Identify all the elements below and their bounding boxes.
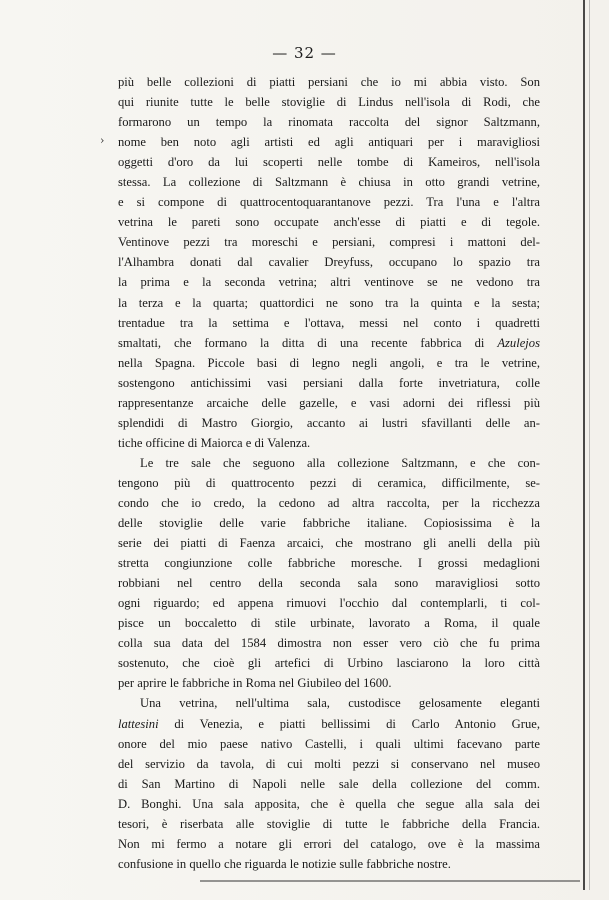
text-line: condo che io credo, la cedono ad altra raccolta, per la ricchezza [118, 495, 540, 510]
text-line: stessa. La collezione di Saltzmann è chiusa in otto grandi vetrine, [118, 175, 540, 190]
text-line: ogni riguardo; ed appena rimuovi l'occhio dal contemplarli, ti col- [118, 596, 540, 611]
text-line: smaltati, che formano la ditta di una recente fabbrica di Azulejos [118, 335, 540, 350]
text-line: vetrina le pareti sono occupate anch'esse di piatti e di tegole. [118, 215, 540, 230]
text-line: colla sua data del 1584 dimostra non esser vero ciò che fu prima [118, 636, 540, 651]
text-line: per aprire le fabbriche in Roma nel Giubileo del 1600. [118, 676, 392, 691]
text-line: tengono più di quattrocento pezzi di ceramica, difficilmente, se- [118, 475, 540, 490]
bottom-scan-mark [200, 880, 580, 882]
text-line: robbiani nel centro della seconda sala sono maravigliosi sotto [118, 576, 540, 591]
text-line: l'Alhambra donati dal cavalier Dreyfuss, occupano lo spazio tra [118, 255, 540, 270]
text-line: tesori, è riserbata alle stoviglie di tutte le fabbriche della Francia. [118, 816, 540, 831]
text-line: tiche officine di Maiorca e di Valenza. [118, 435, 311, 450]
body-text [118, 72, 540, 874]
page-number: — 32 — [272, 44, 337, 62]
text-line: sostengono antichissimi vasi persiani dalla forte invetriatura, colle [118, 375, 540, 390]
text-line: D. Bonghi. Una sala apposita, che è quella che segue alla sala dei [118, 796, 540, 811]
text-line: nome ben noto agli artisti ed agli antiquari per i maravigliosi [118, 135, 540, 150]
page-edge-rule [583, 0, 585, 890]
text-line: Non mi fermo a notare gli errori del catalogo, ove è la massima [118, 836, 540, 851]
text-line: Ventinove pezzi tra moreschi e persiani, compresi i mattoni del- [118, 235, 540, 250]
text-line: pisce un boccaletto di stile urbinate, lavorato a Roma, il quale [118, 616, 540, 631]
text-line: formarono un tempo la rinomata raccolta del signor Saltzmann, [118, 115, 540, 130]
text-line: splendidi di Mastro Giorgio, accanto ai lustri sfavillanti delle an- [118, 415, 540, 430]
text-line: onore del mio paese nativo Castelli, i quali ultimi facevano parte [118, 736, 540, 751]
page-edge-shadow [589, 0, 590, 890]
text-line: lattesini di Venezia, e piatti bellissimi di Carlo Antonio Grue, [118, 716, 540, 731]
text-line: serie dei piatti di Faenza arcaici, che mostrano gli anelli della più [118, 536, 540, 551]
text-line: Le tre sale che seguono alla collezione Saltzmann, e che con- [140, 455, 540, 470]
text-line: di San Martino di Napoli nelle sale della collezione del comm. [118, 776, 540, 791]
text-line: trentadue tra la settima e l'ottava, messi nel conto i quadretti [118, 315, 540, 330]
text-line: Una vetrina, nell'ultima sala, custodisce gelosamente eleganti [140, 696, 540, 711]
text-line: rappresentanze arcaiche delle gazelle, e vasi adorni dei riflessi più [118, 395, 540, 410]
text-line: qui riunite tutte le belle stoviglie di Lindus nell'isola di Rodi, che [118, 95, 540, 110]
text-line: e si compone di quattrocentoquarantanove pezzi. Tra l'una e l'altra [118, 195, 540, 210]
text-line: sostenuto, che cioè gli artefici di Urbino lasciarono la loro città [118, 656, 540, 671]
text-line: delle stoviglie delle varie fabbriche italiane. Copiosissima è la [118, 516, 540, 531]
text-line: del servizio da tavola, di cui molti pezzi si conservano nel museo [118, 756, 540, 771]
text-line: nella Spagna. Piccole basi di legno negli angoli, e tra le vetrine, [118, 355, 540, 370]
text-line: la terza e la quarta; quattordici ne sono tra la quinta e la sesta; [118, 295, 540, 310]
text-line: confusione in quello che riguarda le notizie sulle fabbriche nostre. [118, 856, 451, 871]
text-line: più belle collezioni di piatti persiani che io mi abbia visto. Son [118, 75, 540, 89]
text-line: la prima e la seconda vetrina; altri ventinove se ne vedono tra [118, 275, 540, 290]
margin-mark: › [100, 134, 105, 147]
text-line: oggetti d'oro da lui scoperti nelle tombe di Kameiros, nell'isola [118, 155, 540, 170]
text-line: stretta congiunzione colle fabbriche moresche. I grossi medaglioni [118, 556, 540, 571]
